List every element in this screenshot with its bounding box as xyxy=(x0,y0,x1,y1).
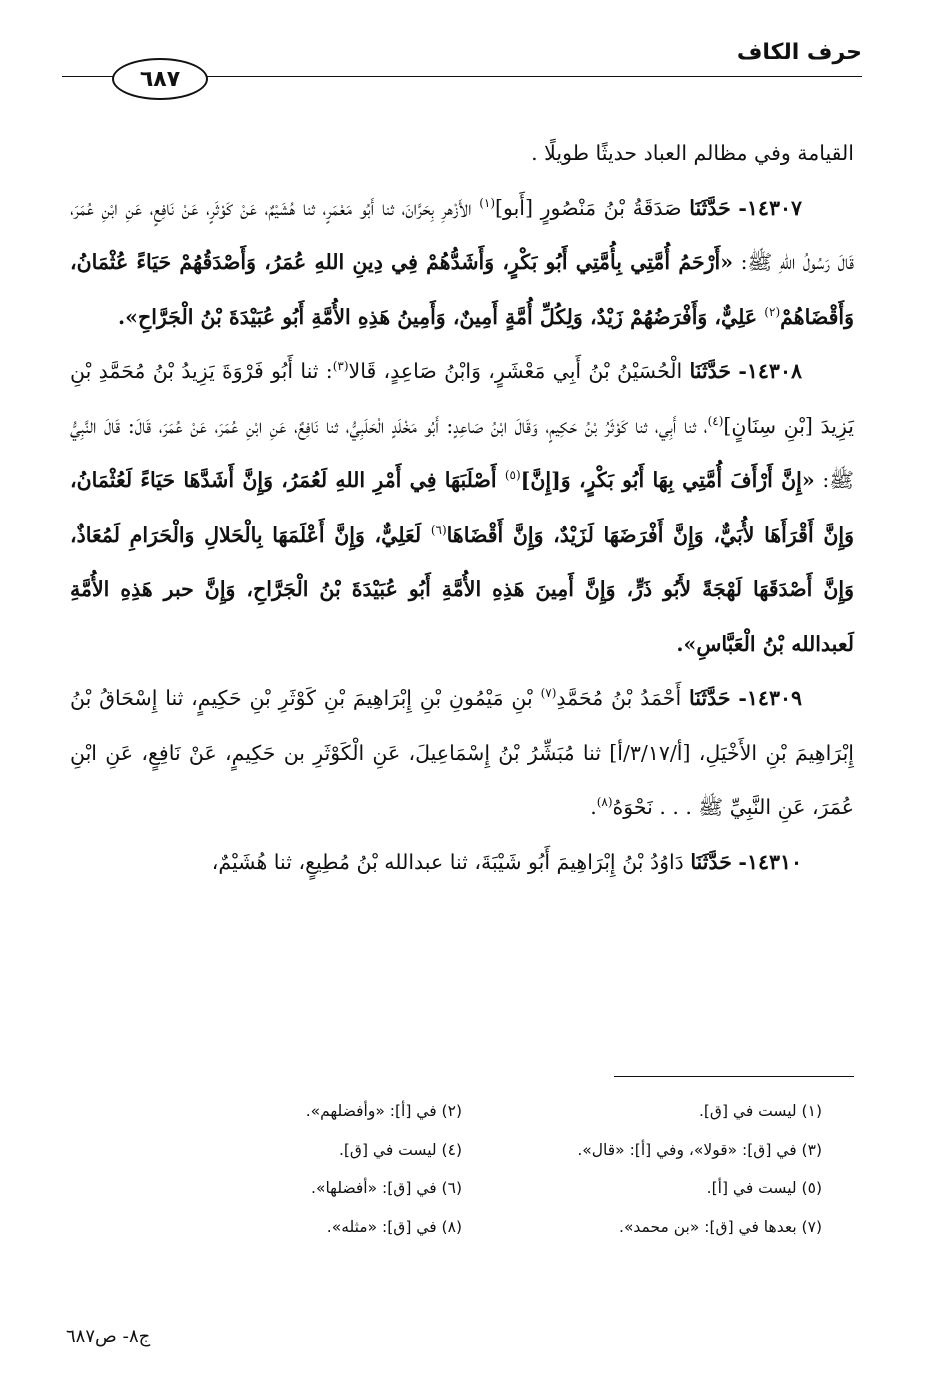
hadith-quote: لَعَلِيٌّ، وَإِنَّ أَعْلَمَهَا بِالْحَلالِ وَالْحَرَامِ لَمُعَاذٌ، وَإِنَّ أَصْدَقَهَا لَهْجَةً لأَبُو ذَرٍّ، وَإِنَّ أَمِينَ هَذِهِ الأُمَّةِ أَبُو عُبَيْدَةَ بْنُ الْجَرَّاحِ، وَإِنَّ حبر هَذِهِ الأُمَّةِ لَعبدالله بْنُ الْعَبَّاسِ». xyxy=(70,522,854,656)
hadith-text: ، ثنا أَبِي، ثنا كَوْثَرُ بْنُ حَكِيمٍ، وَقَالَ ابْنُ صَاعِدٍ: أَبُو مَخْلَدٍ الْحَلَبِيُّ، ثنا نَافِعٌ، عَنِ ابْنِ عُمَرَ، عَنْ عُمَرَ، قَالَ: قَالَ النَّبِيُّ ﷺ: xyxy=(70,413,855,492)
hadith-14308 xyxy=(70,344,854,671)
hadith-14309 xyxy=(70,671,854,835)
haddathana-word: حَدَّثَنَا xyxy=(689,686,731,710)
footnote-ref: (٤) xyxy=(707,413,724,428)
footnote: (٧) بعدها في [ق]: «بن محمد». xyxy=(619,1217,822,1236)
hadith-quote: «إِنَّ أَرْأَفَ أُمَّتِي بِهَا أَبُو بَكْرٍ، وَ[إِنَّ] xyxy=(520,468,815,492)
footnote: (١) ليست في [ق]. xyxy=(698,1102,822,1121)
footnote-rule xyxy=(614,1076,854,1077)
footnote: (٦) في [ق]: «أفضلها». xyxy=(311,1179,462,1198)
hadith-text: . xyxy=(590,795,597,819)
footnote: (٣) في [ق]: «قولا»، وفي [أ]: «قال». xyxy=(577,1140,822,1159)
page-footer: ج٨- ص٦٨٧ xyxy=(66,1326,151,1347)
footnote: (٢) في [أ]: «وأفضلهم». xyxy=(305,1102,462,1121)
footnote-ref: (٦) xyxy=(430,522,447,537)
continuation-paragraph: القيامة وفي مظالم العباد حديثًا طويلًا . xyxy=(531,141,854,165)
footnote-ref: (٧) xyxy=(540,686,557,701)
haddathana-word: حَدَّثَنَا xyxy=(689,195,731,220)
haddathana-word: حَدَّثَنَا xyxy=(689,359,732,383)
hadith-14310 xyxy=(70,835,854,890)
footnote: (٨) في [ق]: «مثله». xyxy=(326,1217,462,1236)
page-number-badge xyxy=(112,58,208,100)
hadith-14307 xyxy=(70,181,854,345)
hadith-quote: عَلِيٌّ، وَأَفْرَضُهُمْ زَيْدٌ، وَلِكُلِّ أُمَّةٍ أَمِينٌ، وَأَمِينُ هَذِهِ الأُمَّةِ أَبُو عُبَيْدَةَ بْنُ الْجَرَّاحِ». xyxy=(118,304,765,329)
footnote-ref: (٥) xyxy=(504,468,521,483)
footnote-ref: (٢) xyxy=(764,304,781,319)
hadith-quote: أَصْلَبَهَا فِي أَمْرِ اللهِ لَعُمَرُ، وَإِنَّ أَشَدَّهَا حَيَاءً لَعُثْمَانُ، وَإِنَّ أَقْرَأَهَا لأُبَيٌّ، وَإِنَّ أَفْرَضَهَا لَزَيْدٌ، وَإِنَّ أَقْضَاهَا xyxy=(70,468,854,547)
hadith-number: ١٤٣١٠- xyxy=(738,849,802,874)
hadith-text: الْحُسَيْنُ بْنُ أَبِي مَعْشَرٍ، وَابْنُ صَاعِدٍ، قَالا xyxy=(348,359,690,383)
footnote-ref: (٣) xyxy=(332,359,349,374)
hadith-number: ١٤٣٠٧- xyxy=(738,195,802,220)
footnote-row xyxy=(102,1169,822,1208)
hadith-text: أَحْمَدُ بْنُ مُحَمَّدِ xyxy=(556,686,689,710)
page-number: ٦٨٧ xyxy=(139,66,181,92)
chapter-header: حرف الكاف xyxy=(736,40,862,65)
footnote-row xyxy=(102,1092,822,1131)
footnote-ref: (٨) xyxy=(596,795,613,810)
footnote: (٤) ليست في [ق]. xyxy=(338,1140,462,1159)
hadith-text: صَدَقَةُ بْنُ مَنْصُورٍ [أَبو] xyxy=(495,195,690,220)
hadith-text: الأَزْهرِ بِحَرَّانَ، ثنا أَبُو مَعْمَرٍ، ثنا هُشَيْمٌ، عَنْ كَوْثَرٍ، عَنْ نَافِعٍ، عَنِ ابْنِ عُمَرَ، قَالَ رَسُولُ اللهِ ﷺ: xyxy=(70,195,854,274)
footnotes xyxy=(102,1092,822,1246)
hadith-number: ١٤٣٠٨- xyxy=(738,359,802,383)
hadith-quote: «أَرْحَمُ أُمَّتِي بِأُمَّتِي أَبُو بَكْرٍ، وَأَشَدُّهُمْ فِي دِينِ اللهِ عُمَرُ، وَأَصْدَقُهُمْ حَيَاءً عُثْمَانُ، وَأَقْضَاهُمْ xyxy=(70,250,854,329)
haddathana-word: حَدَّثَنَا xyxy=(690,849,732,874)
hadith-text: بْنِ مَيْمُونِ بْنِ إِبْرَاهِيمَ بْنِ كَوْثَرِ بْنِ حَكِيمٍ، ثنا إِسْحَاقُ بْنُ إِبْرَاهِيمَ بْنِ الأَخْيَلِ، [أ/٣/١٧/أ] ثنا مُبَشِّرُ بْنُ إِسْمَاعِيلَ، عَنِ الْكَوْثَرِ بن حَكِيمٍ، عَنْ نَافِعٍ، عَنِ ابْنِ عُمَرَ، عَنِ النَّبِيِّ ﷺ . . . نَحْوَهُ xyxy=(70,686,854,819)
hadith-text: : ثنا أَبُو فَرْوَةَ يَزِيدُ بْنُ مُحَمَّدِ بْنِ يَزِيدَ [بْنِ سِنَانٍ] xyxy=(70,359,854,438)
footnote-row xyxy=(102,1131,822,1170)
footnote-ref: (١) xyxy=(479,195,496,210)
body-text xyxy=(70,126,854,889)
hadith-number: ١٤٣٠٩- xyxy=(738,686,802,710)
hadith-text: دَاوُدُ بْنُ إِبْرَاهِيمَ أَبُو شَيْبَةَ، ثنا عبدالله بْنُ مُطِيعٍ، ثنا هُشَيْمٌ، xyxy=(211,849,691,874)
footnote: (٥) ليست في [أ]. xyxy=(706,1179,822,1198)
footnote-row xyxy=(102,1208,822,1247)
